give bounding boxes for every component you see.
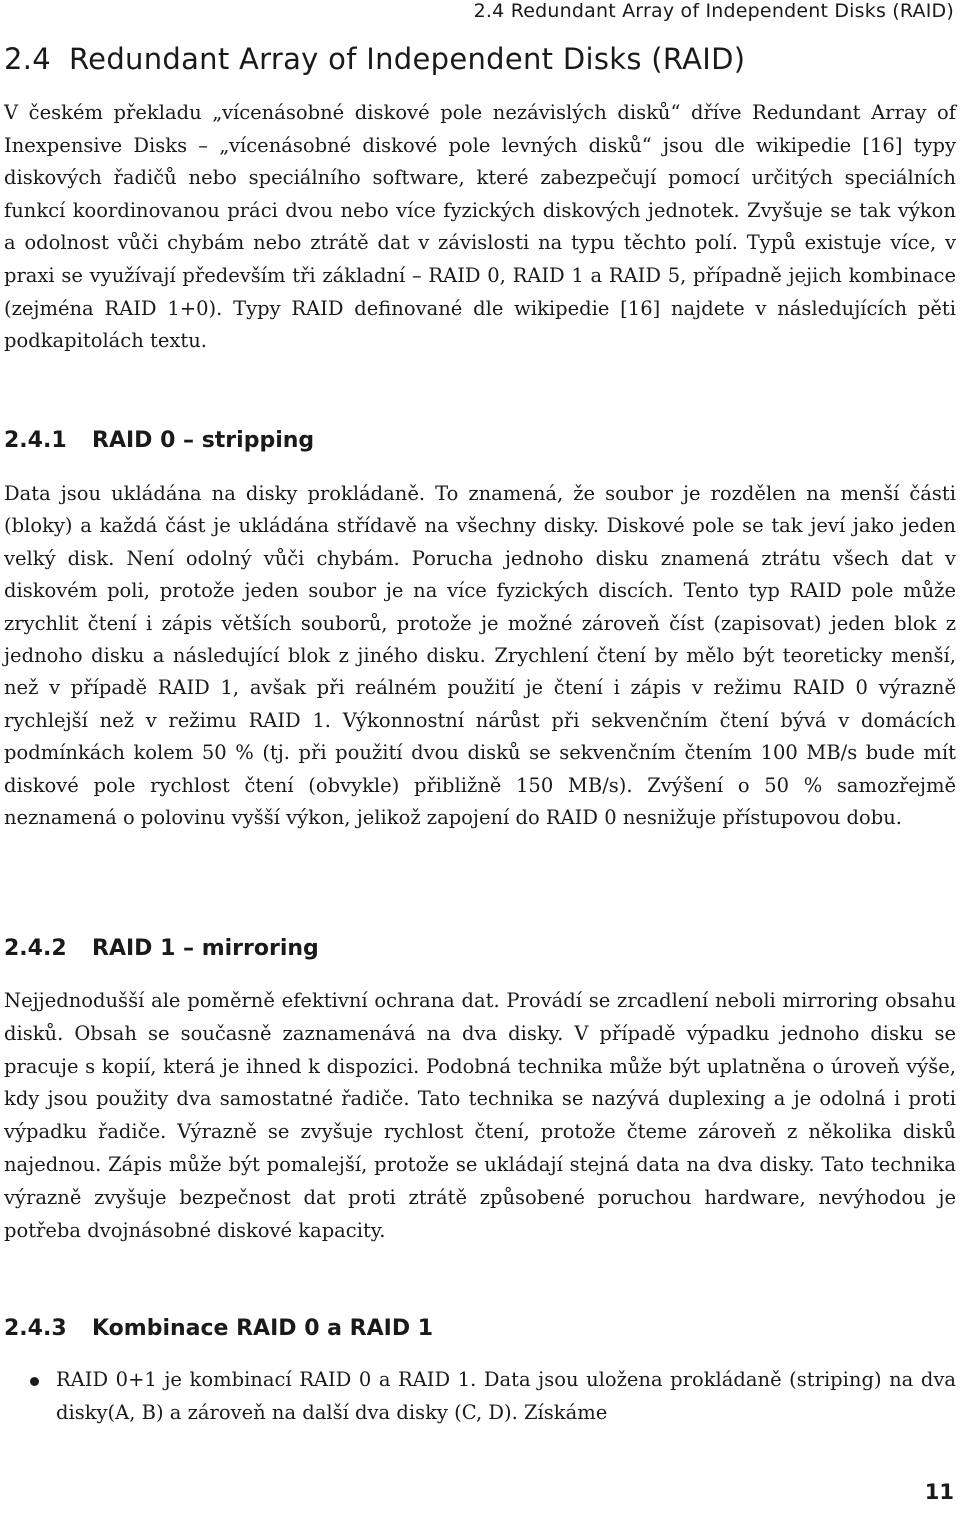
list-item bbox=[0, 1363, 956, 1429]
running-header: 2.4 Redundant Array of Independent Disks (RAID) bbox=[473, 0, 954, 22]
page-number: 11 bbox=[924, 1480, 954, 1504]
subsection-heading-raid1 bbox=[4, 936, 319, 961]
raid0-paragraph: Data jsou ukládána na disky prokládaně. To znamená, že soubor je rozdělen na menší části (bloky) a každá část je ukládána střídavě na všechny disky. Diskové pole se tak jeví jako jeden velký disk. Není odolný vůči chybám. Porucha jednoho disku znamená ztrátu všech dat v diskovém poli, protože jeden soubor je na více fyzických discích. Tento typ RAID pole může zrychlit čtení i zápis větších souborů, protože je možné zároveň číst (zapisovat) jeden blok z jednoho disku a následující blok z jiného disku. Zrychlení čtení by mělo být teoreticky menší, než v případě RAID 1, avšak při reálném použití je čtení i zápis v režimu RAID 0 výrazně rychlejší než v režimu RAID 1. Výkonnostní nárůst při sekvenčním čtení bývá v domácích podmínkách kolem 50 % (tj. při použití dvou disků se sekvenčním čtením 100 MB/s bude mít diskové pole rychlost čtení (obvykle) přibližně 150 MB/s). Zvýšení o 50 % samozřejmě neznamená o polovinu vyšší výkon, jelikož zapojení do RAID 0 nesnižuje přístupovou dobu. bbox=[4, 482, 956, 830]
section-heading bbox=[4, 42, 745, 76]
subsection-number: 2.4.3 bbox=[4, 1316, 67, 1341]
subsection-title: Kombinace RAID 0 a RAID 1 bbox=[92, 1316, 434, 1341]
subsection-heading-raid-combination bbox=[4, 1316, 433, 1341]
raid-combination-list bbox=[0, 1363, 956, 1429]
subsection-title: RAID 0 – stripping bbox=[92, 428, 315, 453]
list-item-text: RAID 0+1 je kombinací RAID 0 a RAID 1. Data jsou uložena prokládaně (striping) na dva disky(A, B) a zároveň na další dva disky (C, D). Získáme bbox=[56, 1368, 956, 1424]
section-number: 2.4 bbox=[4, 42, 52, 76]
subsection-heading-raid0 bbox=[4, 428, 314, 453]
raid1-paragraph: Nejjednodušší ale poměrně efektivní ochrana dat. Provádí se zrcadlení neboli mirroring obsahu disků. Obsah se současně zaznamenává na dva disky. V případě výpadku jednoho disku se pracuje s kopií, která je ihned k dispozici. Podobná technika může být uplatněna o úroveň výše, kdy jsou použity dva samostatné řadiče. Tato technika se nazývá duplexing a je odolná i proti výpadku řadiče. Výrazně se zvyšuje rychlost čtení, protože čteme zároveň z několika disků najednou. Zápis může být pomalejší, protože se ukládají stejná data na dva disky. Tato technika výrazně zvyšuje bezpečnost dat proti ztrátě způsobené poruchou hardware, nevýhodou je potřeba dvojnásobné diskové kapacity. bbox=[4, 989, 956, 1242]
subsection-number: 2.4.1 bbox=[4, 428, 67, 453]
subsection-title: RAID 1 – mirroring bbox=[92, 936, 319, 961]
subsection-number: 2.4.2 bbox=[4, 936, 67, 961]
section-title: Redundant Array of Independent Disks (RAID) bbox=[69, 42, 746, 76]
section-intro-paragraph: V českém překladu „vícenásobné diskové pole nezávislých disků“ dříve Redundant Array of Inexpensive Disks – „vícenásobné diskové pole levných disků“ jsou dle wikipedie [16] typy diskových řadičů nebo speciálního software, které zabezpečují pomocí určitých speciálních funkcí koordinovanou práci dvou nebo více fyzických diskových jednotek. Zvyšuje se tak výkon a odolnost vůči chybám nebo ztrátě dat v závislosti na typu těchto polí. Typů existuje více, v praxi se využívají především tři základní – RAID 0, RAID 1 a RAID 5, případně jejich kombinace (zejména RAID 1+0). Typy RAID definované dle wikipedie [16] najdete v následujících pěti podkapitolách textu. bbox=[4, 101, 956, 353]
bullet-icon bbox=[30, 1377, 39, 1386]
